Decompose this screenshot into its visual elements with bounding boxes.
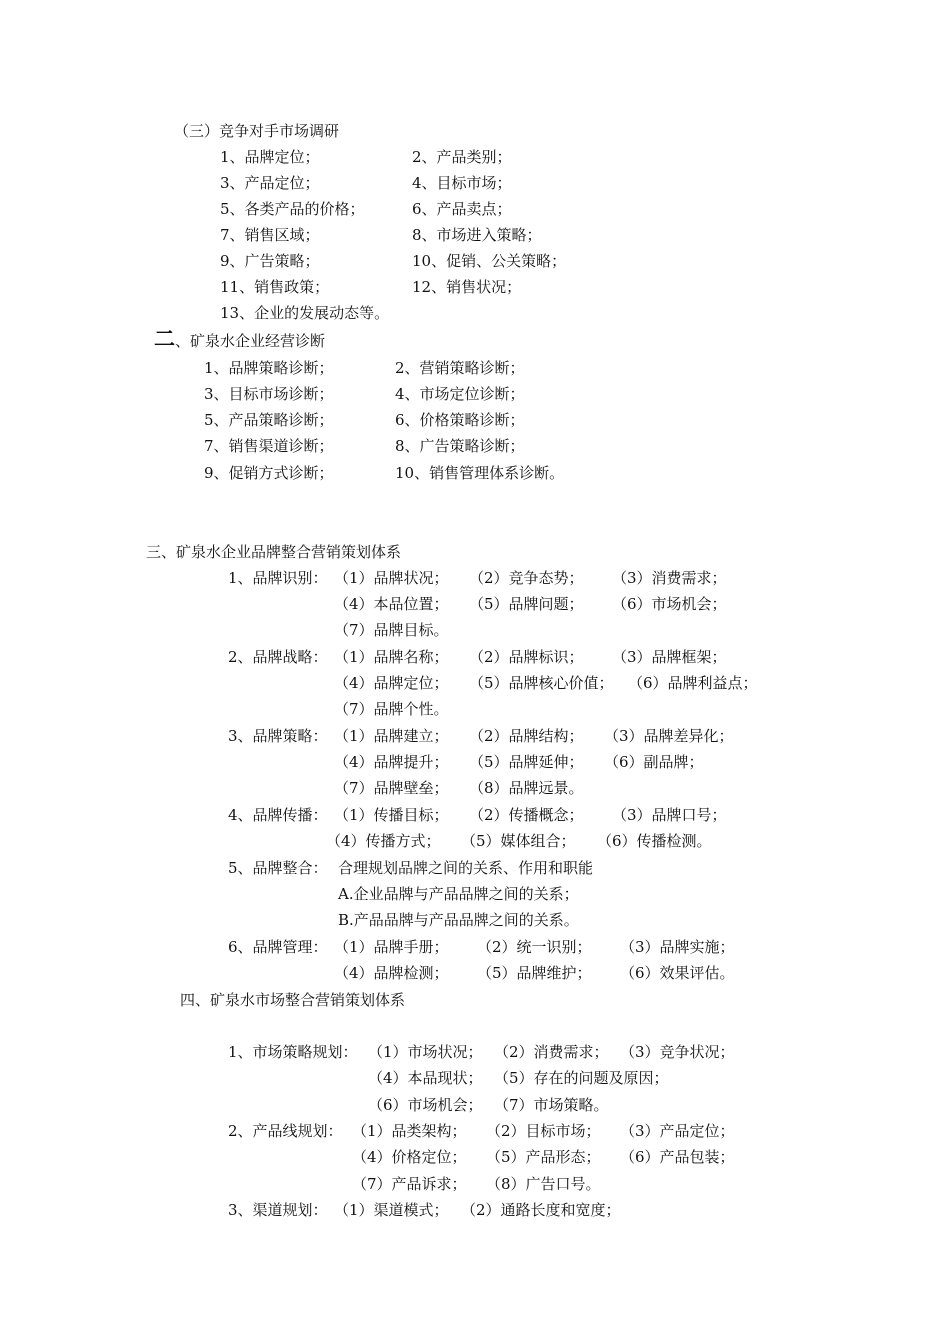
list-item: 7、销售渠道诊断； — [204, 437, 334, 455]
list-item: 8、广告策略诊断； — [395, 437, 525, 455]
block-label: 1、品牌识别： — [228, 569, 328, 587]
list-item: （2）统一识别； — [477, 938, 592, 956]
section-heading-market-system: 四、矿泉水市场整合营销策划体系 — [180, 991, 406, 1009]
list-item: （4）品牌定位； — [334, 674, 449, 692]
block-label: 4、品牌传播： — [228, 806, 328, 824]
list-item: （1）品牌名称； — [334, 648, 449, 666]
list-item: （1）市场状况； — [368, 1043, 483, 1061]
list-item: （2）通路长度和宽度； — [461, 1201, 621, 1219]
list-item: （4）品牌提升； — [334, 753, 449, 771]
list-item: （6）副品牌； — [604, 753, 704, 771]
block-label: 2、产品线规划： — [228, 1122, 343, 1140]
list-item: （6）产品包装； — [620, 1148, 735, 1166]
list-item: （1）渠道模式； — [334, 1201, 449, 1219]
block-label: 3、渠道规划： — [228, 1201, 328, 1219]
list-item: （4）本品现状； — [368, 1069, 483, 1087]
list-item: （1）品牌状况； — [334, 569, 449, 587]
list-item: 5、产品策略诊断； — [204, 411, 334, 429]
list-item: （1）品牌建立； — [334, 727, 449, 745]
list-item: （2）品牌标识； — [469, 648, 584, 666]
block-label: 3、品牌策略： — [228, 727, 328, 745]
list-item: 4、市场定位诊断； — [395, 385, 525, 403]
list-item: （7）产品诉求； — [352, 1175, 467, 1193]
block-label: 1、市场策略规划： — [228, 1043, 358, 1061]
list-item: 3、目标市场诊断； — [204, 385, 334, 403]
list-item: （8）品牌远景。 — [469, 779, 584, 797]
list-item: （2）竞争态势； — [469, 569, 584, 587]
list-item: （4）本品位置； — [334, 595, 449, 613]
block-label: 2、品牌战略： — [228, 648, 328, 666]
list-item: （3）消费需求； — [612, 569, 727, 587]
list-item: 4、目标市场； — [412, 174, 512, 192]
list-item: （2）品牌结构； — [469, 727, 584, 745]
list-item: （5）品牌延伸； — [469, 753, 584, 771]
list-item: （7）品牌壁垒； — [334, 779, 449, 797]
list-item: 2、产品类别； — [412, 148, 512, 166]
list-item: 10、销售管理体系诊断。 — [395, 464, 565, 482]
list-item: （2）消费需求； — [494, 1043, 609, 1061]
section-number: 二 — [154, 326, 175, 351]
list-item: 11、销售政策； — [220, 278, 330, 296]
list-item: （1）品类架构； — [352, 1122, 467, 1140]
list-item: 10、促销、公关策略； — [412, 252, 567, 270]
list-item: 6、价格策略诊断； — [395, 411, 525, 429]
list-item: （5）品牌维护； — [477, 964, 592, 982]
list-item: 9、促销方式诊断； — [204, 464, 334, 482]
list-item: 1、品牌策略诊断； — [204, 359, 334, 377]
list-item: （5）存在的问题及原因； — [494, 1069, 669, 1087]
list-item: （4）价格定位； — [352, 1148, 467, 1166]
list-item: （5）媒体组合； — [461, 832, 576, 850]
list-item: （1）品牌手册； — [334, 938, 449, 956]
list-item: （3）产品定位； — [620, 1122, 735, 1140]
list-item: （6）品牌利益点； — [628, 674, 758, 692]
list-item: 7、销售区域； — [220, 226, 320, 244]
list-item: 5、各类产品的价格； — [220, 200, 365, 218]
list-item: （3）竞争状况； — [620, 1043, 735, 1061]
block-label: 5、品牌整合： — [228, 859, 328, 877]
list-item: 8、市场进入策略； — [412, 226, 542, 244]
list-item: （2）传播概念； — [469, 806, 584, 824]
list-item: 3、产品定位； — [220, 174, 320, 192]
list-item: （7）品牌个性。 — [334, 700, 449, 718]
list-item: 12、销售状况； — [412, 278, 522, 296]
list-item: （7）市场策略。 — [494, 1096, 609, 1114]
list-item: （5）品牌问题； — [469, 595, 584, 613]
section-heading-competitor-research: （三）竞争对手市场调研 — [174, 122, 340, 140]
section-title: 、矿泉水企业经营诊断 — [175, 332, 326, 350]
list-item: （6）市场机会； — [368, 1096, 483, 1114]
list-item: 13、企业的发展动态等。 — [220, 304, 390, 322]
list-item: （6）传播检测。 — [597, 832, 712, 850]
list-item: （3）品牌框架； — [612, 648, 727, 666]
list-item: （4）品牌检测； — [334, 964, 449, 982]
list-item: A.企业品牌与产品品牌之间的关系； — [338, 885, 579, 903]
list-item: （6）市场机会； — [612, 595, 727, 613]
section-heading-brand-system: 三、矿泉水企业品牌整合营销策划体系 — [146, 543, 402, 561]
list-item: （4）传播方式； — [326, 832, 441, 850]
list-item: （3）品牌实施； — [620, 938, 735, 956]
list-item: B.产品品牌与产品品牌之间的关系。 — [338, 911, 579, 929]
list-item: 1、品牌定位； — [220, 148, 320, 166]
list-item: （8）广告口号。 — [486, 1175, 601, 1193]
list-item: 2、营销策略诊断； — [395, 359, 525, 377]
section-heading-business-diagnosis — [154, 326, 326, 351]
list-item: 6、产品卖点； — [412, 200, 512, 218]
list-item: （7）品牌目标。 — [334, 621, 449, 639]
list-item: （6）效果评估。 — [620, 964, 735, 982]
block-text: 合理规划品牌之间的关系、作用和职能 — [338, 859, 594, 877]
list-item: （3）品牌差异化； — [604, 727, 734, 745]
block-label: 6、品牌管理： — [228, 938, 328, 956]
list-item: 9、广告策略； — [220, 252, 320, 270]
list-item: （5）产品形态； — [486, 1148, 601, 1166]
list-item: （1）传播目标； — [334, 806, 449, 824]
list-item: （2）目标市场； — [486, 1122, 601, 1140]
list-item: （5）品牌核心价值； — [469, 674, 614, 692]
list-item: （3）品牌口号； — [612, 806, 727, 824]
